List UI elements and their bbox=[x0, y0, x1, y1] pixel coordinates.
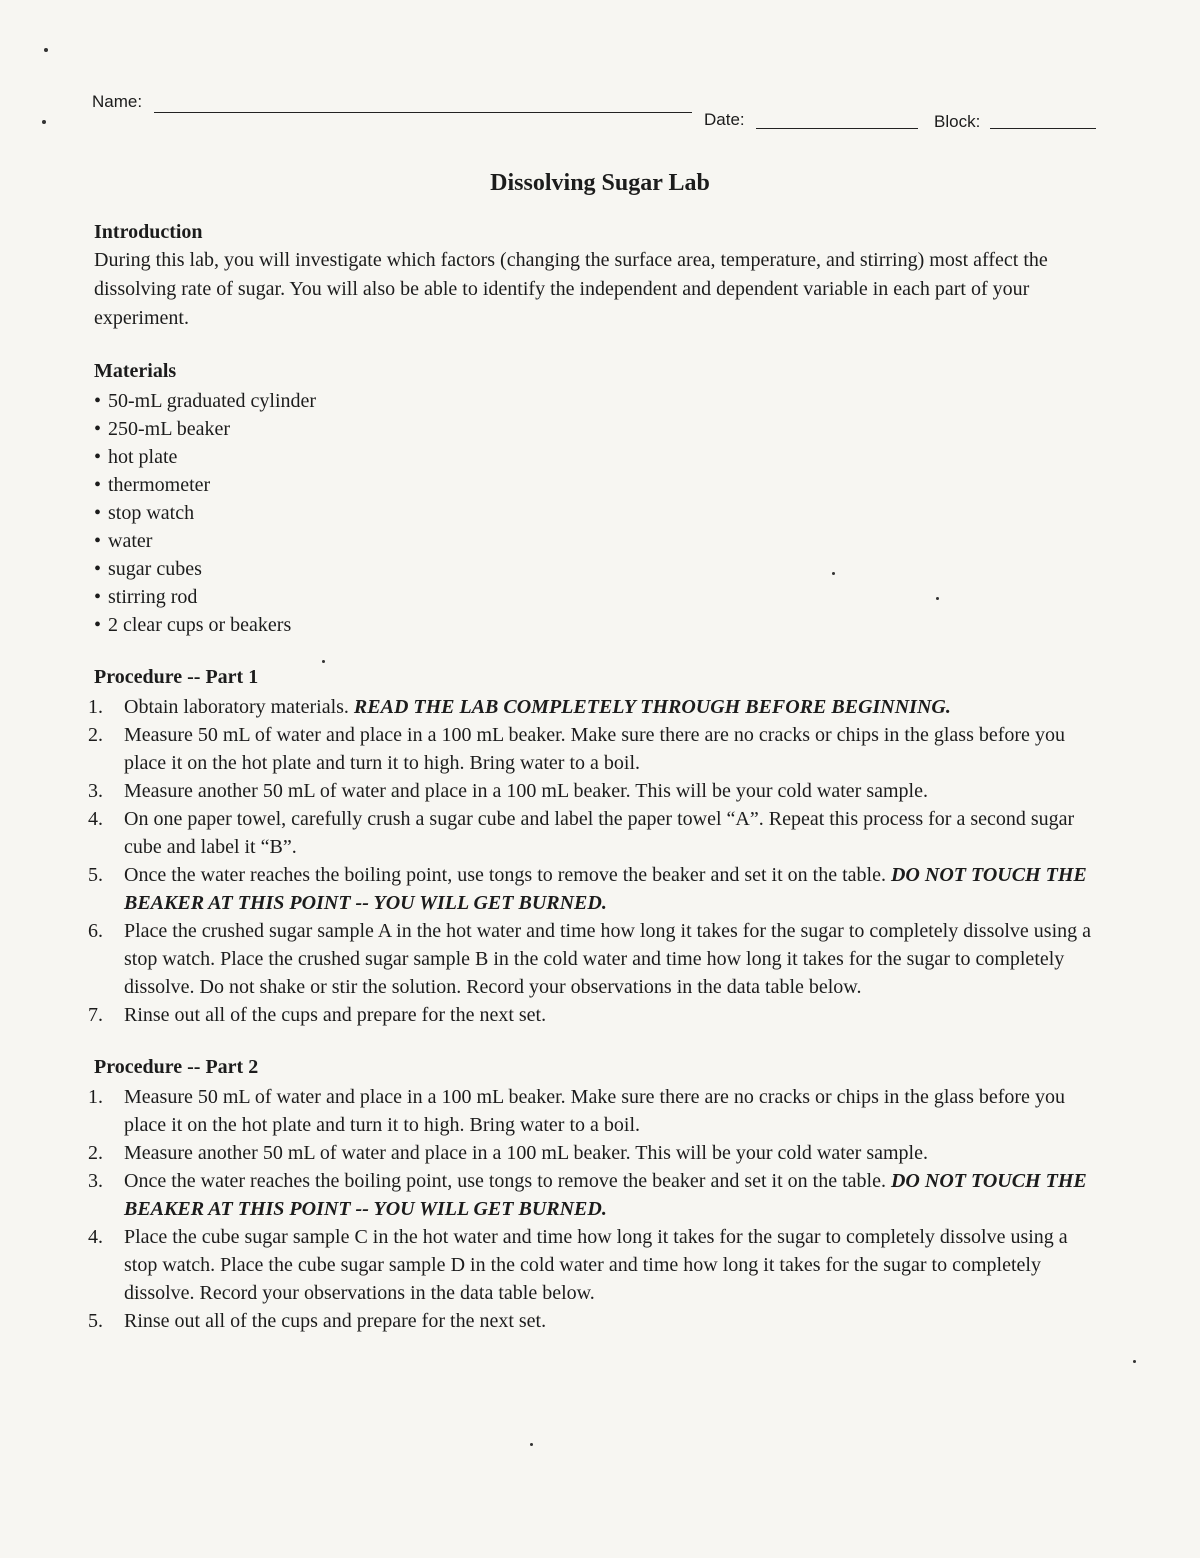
step-warning: DO NOT TOUCH THE BEAKER AT THIS POINT -- YOU WILL GET BURNED. bbox=[124, 864, 1087, 914]
step-number: 7. bbox=[88, 1004, 103, 1026]
step-number: 1. bbox=[88, 1086, 103, 1108]
procedure-step bbox=[88, 1001, 1094, 1029]
page-title: Dissolving Sugar Lab bbox=[490, 170, 710, 196]
procedure-step bbox=[88, 1223, 1094, 1307]
step-number: 3. bbox=[88, 780, 103, 802]
date-field[interactable] bbox=[756, 128, 918, 129]
step-text: Measure 50 mL of water and place in a 100 mL beaker. Make sure there are no cracks or chips in the glass before you place it on the hot plate and turn it to high. Bring water to a boil. bbox=[124, 724, 1065, 774]
procedure-step bbox=[88, 861, 1094, 917]
materials-item: • stop watch bbox=[94, 499, 1094, 527]
step-text: Measure another 50 mL of water and place in a 100 mL beaker. This will be your cold water sample. bbox=[124, 780, 928, 802]
scan-speck bbox=[1133, 1360, 1136, 1363]
materials-item: • stirring rod bbox=[94, 583, 1094, 611]
header-row bbox=[92, 92, 1102, 132]
step-text: Rinse out all of the cups and prepare for the next set. bbox=[124, 1004, 547, 1026]
introduction-section bbox=[94, 218, 1094, 333]
procedure-step bbox=[88, 693, 1094, 721]
step-text: Obtain laboratory materials. bbox=[124, 696, 349, 718]
procedure-part2-steps bbox=[88, 1083, 1094, 1335]
procedure-step bbox=[88, 1083, 1094, 1139]
materials-heading: Materials bbox=[94, 360, 177, 382]
materials-item: • 250-mL beaker bbox=[94, 415, 1094, 443]
step-number: 2. bbox=[88, 724, 103, 746]
name-label: Name: bbox=[92, 92, 143, 111]
step-warning: READ THE LAB COMPLETELY THROUGH BEFORE BEGINNING. bbox=[353, 696, 951, 718]
step-text: Once the water reaches the boiling point, use tongs to remove the beaker and set it on the table. bbox=[124, 864, 886, 886]
step-warning: DO NOT TOUCH THE BEAKER AT THIS POINT -- YOU WILL GET BURNED. bbox=[124, 1170, 1087, 1220]
procedure-step bbox=[88, 1307, 1094, 1335]
materials-item: • hot plate bbox=[94, 443, 1094, 471]
step-number: 6. bbox=[88, 920, 103, 942]
procedure-part1-steps bbox=[88, 693, 1094, 1029]
scan-speck bbox=[44, 48, 48, 52]
step-text: Rinse out all of the cups and prepare for the next set. bbox=[124, 1310, 547, 1332]
materials-item: • water bbox=[94, 527, 1094, 555]
step-number: 1. bbox=[88, 696, 103, 718]
materials-item: • 2 clear cups or beakers bbox=[94, 611, 1094, 639]
step-text: Measure another 50 mL of water and place in a 100 mL beaker. This will be your cold water sample. bbox=[124, 1142, 928, 1164]
step-text: Place the crushed sugar sample A in the hot water and time how long it takes for the sugar to completely dissolve using a stop watch. Place the crushed sugar sample B in the cold water and time how long it takes for the sugar to completely dissolve. Do not shake or stir the solution. Record your observations in the data table below. bbox=[124, 920, 1092, 998]
date-label: Date: bbox=[704, 110, 745, 129]
scan-speck bbox=[530, 1443, 533, 1446]
worksheet-content bbox=[88, 218, 1094, 1335]
step-number: 2. bbox=[88, 1142, 103, 1164]
introduction-heading: Introduction bbox=[94, 221, 203, 243]
step-text: Place the cube sugar sample C in the hot water and time how long it takes for the sugar to completely dissolve using a stop watch. Place the cube sugar sample D in the cold water and time how long it takes for the sugar to completely dissolve. Record your observations in the data table below. bbox=[124, 1226, 1068, 1304]
step-number: 4. bbox=[88, 808, 103, 830]
materials-item: • 50-mL graduated cylinder bbox=[94, 387, 1094, 415]
procedure-part1-section bbox=[88, 663, 1094, 1029]
procedure-step bbox=[88, 1167, 1094, 1223]
block-label: Block: bbox=[934, 112, 981, 131]
block-field[interactable] bbox=[990, 128, 1096, 129]
step-text: On one paper towel, carefully crush a sugar cube and label the paper towel “A”. Repeat this process for a second sugar cube and label it “B”. bbox=[124, 808, 1075, 858]
materials-item: • thermometer bbox=[94, 471, 1094, 499]
step-number: 5. bbox=[88, 1310, 103, 1332]
materials-item: • sugar cubes bbox=[94, 555, 1094, 583]
materials-list bbox=[94, 387, 1094, 639]
procedure-step bbox=[88, 721, 1094, 777]
step-number: 4. bbox=[88, 1226, 103, 1248]
procedure-part1-heading: Procedure -- Part 1 bbox=[94, 666, 259, 688]
procedure-step bbox=[88, 805, 1094, 861]
procedure-step bbox=[88, 917, 1094, 1001]
procedure-step bbox=[88, 1139, 1094, 1167]
name-field[interactable] bbox=[154, 112, 692, 113]
step-text: Measure 50 mL of water and place in a 100 mL beaker. Make sure there are no cracks or chips in the glass before you place it on the hot plate and turn it to high. Bring water to a boil. bbox=[124, 1086, 1065, 1136]
materials-section bbox=[94, 357, 1094, 639]
step-number: 5. bbox=[88, 864, 103, 886]
procedure-step bbox=[88, 777, 1094, 805]
procedure-part2-heading: Procedure -- Part 2 bbox=[94, 1056, 259, 1078]
procedure-part2-section bbox=[88, 1053, 1094, 1335]
introduction-text: During this lab, you will investigate which factors (changing the surface area, temperature, and stirring) most affect the dissolving rate of sugar. You will also be able to identify the independent and dependent variable in each part of your experiment. bbox=[94, 249, 1048, 329]
step-number: 3. bbox=[88, 1170, 103, 1192]
scan-speck bbox=[42, 120, 46, 124]
step-text: Once the water reaches the boiling point, use tongs to remove the beaker and set it on the table. bbox=[124, 1170, 886, 1192]
